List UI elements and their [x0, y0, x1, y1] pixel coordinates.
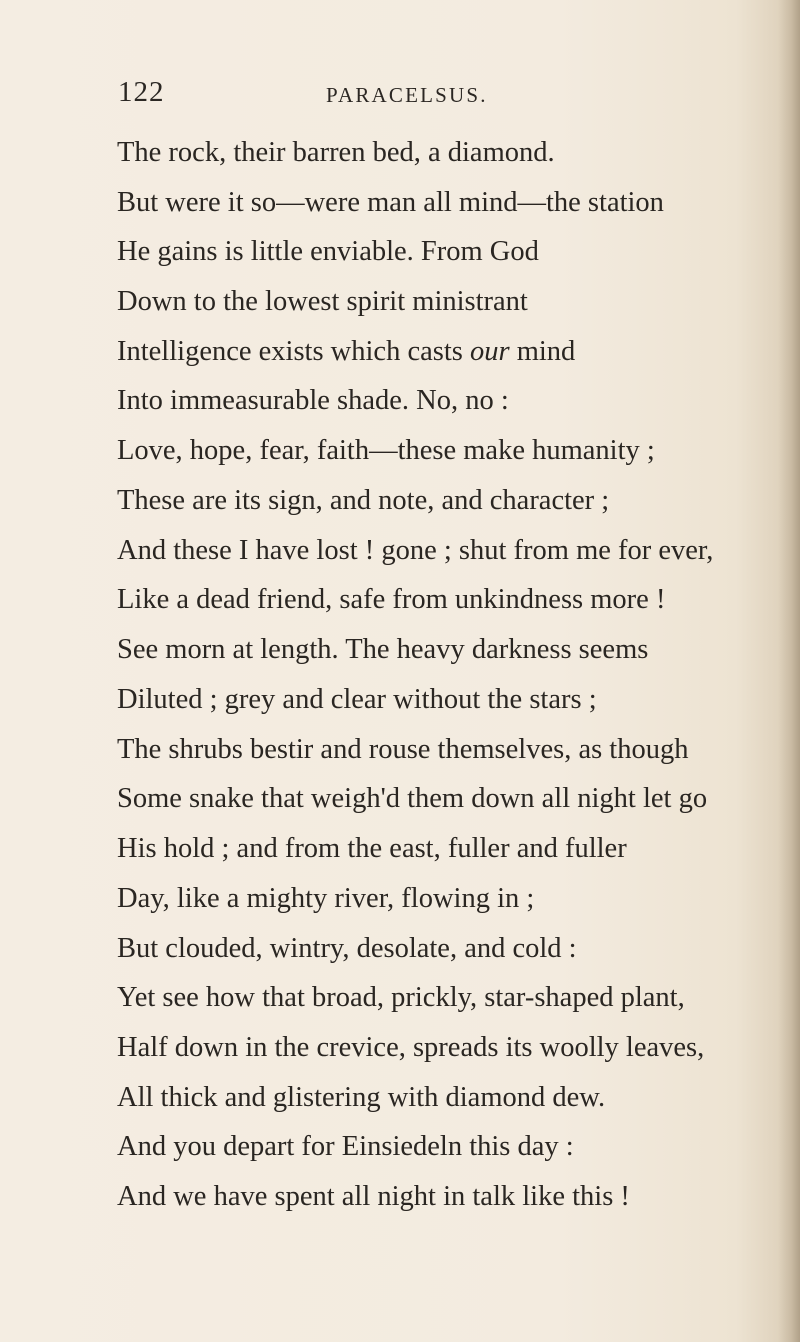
emphasized-word: our — [469, 336, 510, 367]
page-number: 122 — [118, 76, 165, 108]
poem-line: Day, like a mighty river, flowing in ; — [117, 883, 535, 914]
poem-line: And we have spent all night in talk like this ! — [117, 1181, 630, 1212]
poem-line — [117, 334, 575, 370]
poem-line: Diluted ; grey and clear without the stars ; — [117, 684, 597, 715]
poem-line: All thick and glistering with diamond dew. — [117, 1082, 606, 1113]
poem-line: Into immeasurable shade. No, no : — [117, 385, 509, 416]
poem-line: And you depart for Einsiedeln this day : — [117, 1131, 574, 1162]
poem-line: Half down in the crevice, spreads its woolly leaves, — [117, 1032, 705, 1063]
poem-line: Love, hope, fear, faith—these make humanity ; — [117, 435, 655, 466]
poem-line: Yet see how that broad, prickly, star-shaped plant, — [117, 982, 685, 1013]
poem-line-text: mind — [509, 336, 576, 367]
poem-line: Down to the lowest spirit ministrant — [117, 286, 528, 317]
poem-line: He gains is little enviable. From God — [117, 236, 539, 267]
page-header — [0, 76, 800, 116]
poem-line: Some snake that weigh'd them down all night let go — [117, 783, 708, 814]
poem-line: See morn at length. The heavy darkness seems — [117, 634, 649, 665]
poem-line: Like a dead friend, safe from unkindness more ! — [117, 584, 666, 615]
poem-line: His hold ; and from the east, fuller and fuller — [117, 833, 627, 864]
page-edge-shadow — [778, 0, 800, 1342]
poem-line: And these I have lost ! gone ; shut from me for ever, — [117, 535, 714, 566]
running-head: PARACELSUS. — [326, 83, 488, 107]
poem-line: But clouded, wintry, desolate, and cold : — [117, 933, 577, 964]
poem-line: The rock, their barren bed, a diamond. — [117, 137, 555, 168]
poem-line-text: Intelligence exists which casts — [117, 336, 470, 367]
poem-line: The shrubs bestir and rouse themselves, as though — [117, 734, 689, 765]
poem-line: These are its sign, and note, and character ; — [117, 485, 610, 516]
poem-line: But were it so—were man all mind—the station — [117, 187, 664, 218]
